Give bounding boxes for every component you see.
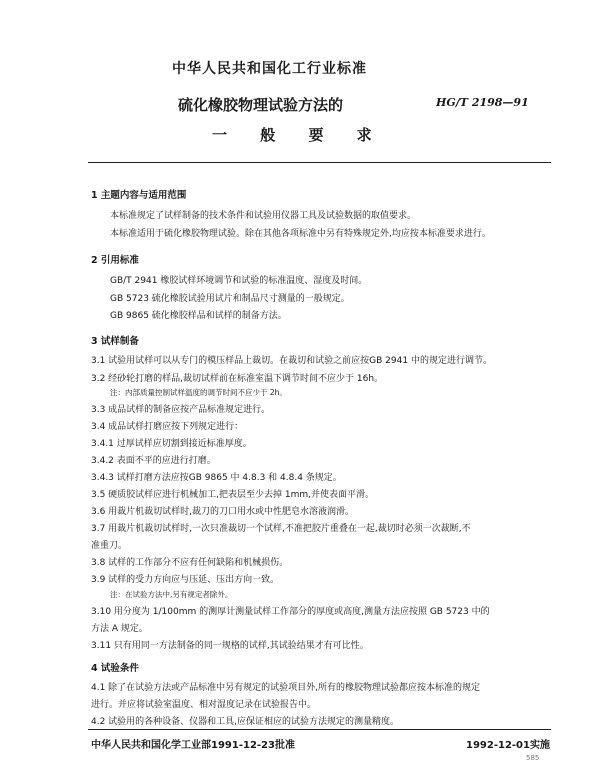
- note-3-9: 注：在试验方法中,另有规定者除外。: [110, 590, 233, 599]
- clause-3-4-1: 3.4.1 过厚试样应切割到接近标准厚度。: [91, 439, 252, 449]
- clause-3-4: 3.4 成品试样打磨应按下列规定进行：: [91, 422, 244, 432]
- clause-4-1-line1: 4.1 除了在试验方法或产品标准中另有规定的试验项目外,所有的橡胶物理试验都应按本标准的规定: [91, 683, 481, 693]
- clause-3-1: 3.1 试验用试样可以从专门的模压样品上裁切。在裁切和试验之前应按GB 2941 中的规定进行调节。: [91, 356, 492, 366]
- section-1-heading: 1 主题内容与适用范围: [91, 190, 187, 201]
- clause-3-5: 3.5 硬质胶试样应进行机械加工,把表层至少去掉 1mm,并使表面平滑。: [91, 490, 375, 500]
- section-2-heading: 2 引用标准: [91, 255, 139, 266]
- clause-3-10-line2: 方法 A 规定。: [91, 624, 148, 634]
- clause-3-7-line2: 准重刀。: [91, 541, 128, 551]
- section-3-heading: 3 试样制备: [91, 336, 139, 347]
- clause-4-2: 4.2 试验用的各种设备、仪器和工具,应保证相应的试验方法规定的测量精度。: [91, 717, 400, 727]
- section-4-heading: 4 试验条件: [91, 663, 139, 674]
- section-1-paragraph-1: 本标准规定了试样制备的技术条件和试验用仪器工具及试验数据的取值要求。: [110, 211, 417, 221]
- section-1-paragraph-2: 本标准适用于硫化橡胶物理试验。除在其他各项标准中另有特殊规定外,均应按本标准要求进行。: [110, 229, 491, 239]
- reference-gb9865: GB 9865 硫化橡胶样品和试样的制备方法。: [110, 311, 287, 321]
- implementation-date: 1992-12-01实施: [466, 740, 550, 751]
- clause-3-4-3: 3.4.3 试样打磨方法应按GB 9865 中 4.8.3 和 4.8.4 条规定。: [91, 473, 342, 483]
- clause-3-11: 3.11 只有用同一方法制备的同一规格的试样,其试验结果才有可比性。: [91, 641, 369, 651]
- clause-3-9: 3.9 试样的受力方向应与压延、压出方向一致。: [91, 575, 280, 585]
- clause-3-3: 3.3 成品试样的制备应按产品标准规定进行。: [91, 405, 271, 415]
- document-code: HG/T 2198—91: [436, 96, 529, 109]
- reference-gb5723: GB 5723 硫化橡胶试验用试片和制品尺寸测量的一般规定。: [110, 294, 350, 304]
- document-title-line1: 硫化橡胶物理试验方法的: [178, 96, 344, 114]
- document-title-line2: 一 般 要 求: [212, 126, 386, 144]
- standard-category-title: 中华人民共和国化工行业标准: [172, 61, 367, 77]
- note-3-2: 注：内部质量控制试样温度的调节时间不应少于 2h。: [110, 388, 287, 397]
- clause-3-2: 3.2 经砂轮打磨的样品,裁切试样前在标准室温下调节时间不应少于 16h。: [91, 374, 384, 384]
- footer-rule: [88, 729, 551, 730]
- approval-line: 中华人民共和国化学工业部1991-12-23批准: [91, 740, 295, 751]
- reference-gb2941: GB/T 2941 橡胶试样环境调节和试验的标准温度、湿度及时间。: [110, 276, 368, 286]
- header-rule: [88, 162, 551, 163]
- page-number: 585: [526, 754, 540, 762]
- clause-3-6: 3.6 用裁片机裁切试样时,裁刀的刀口用水或中性肥皂水溶液润滑。: [91, 507, 355, 517]
- clause-3-8: 3.8 试样的工作部分不应有任何缺陷和机械损伤。: [91, 558, 289, 568]
- clause-4-1-line2: 进行。并应将试验室温度、相对湿度记录在试验报告中。: [91, 700, 317, 710]
- clause-3-7-line1: 3.7 用裁片机裁切试样时,一次只准裁切一个试样,不准把胶片重叠在一起,裁切时必须一次裁断,不: [91, 524, 471, 534]
- clause-3-10-line1: 3.10 用分度为 1/100mm 的测厚计测量试样工作部分的厚度或高度,测量方法应按照 GB 5723 中的: [91, 607, 490, 617]
- clause-3-4-2: 3.4.2 表面不平的应进行打磨。: [91, 456, 216, 466]
